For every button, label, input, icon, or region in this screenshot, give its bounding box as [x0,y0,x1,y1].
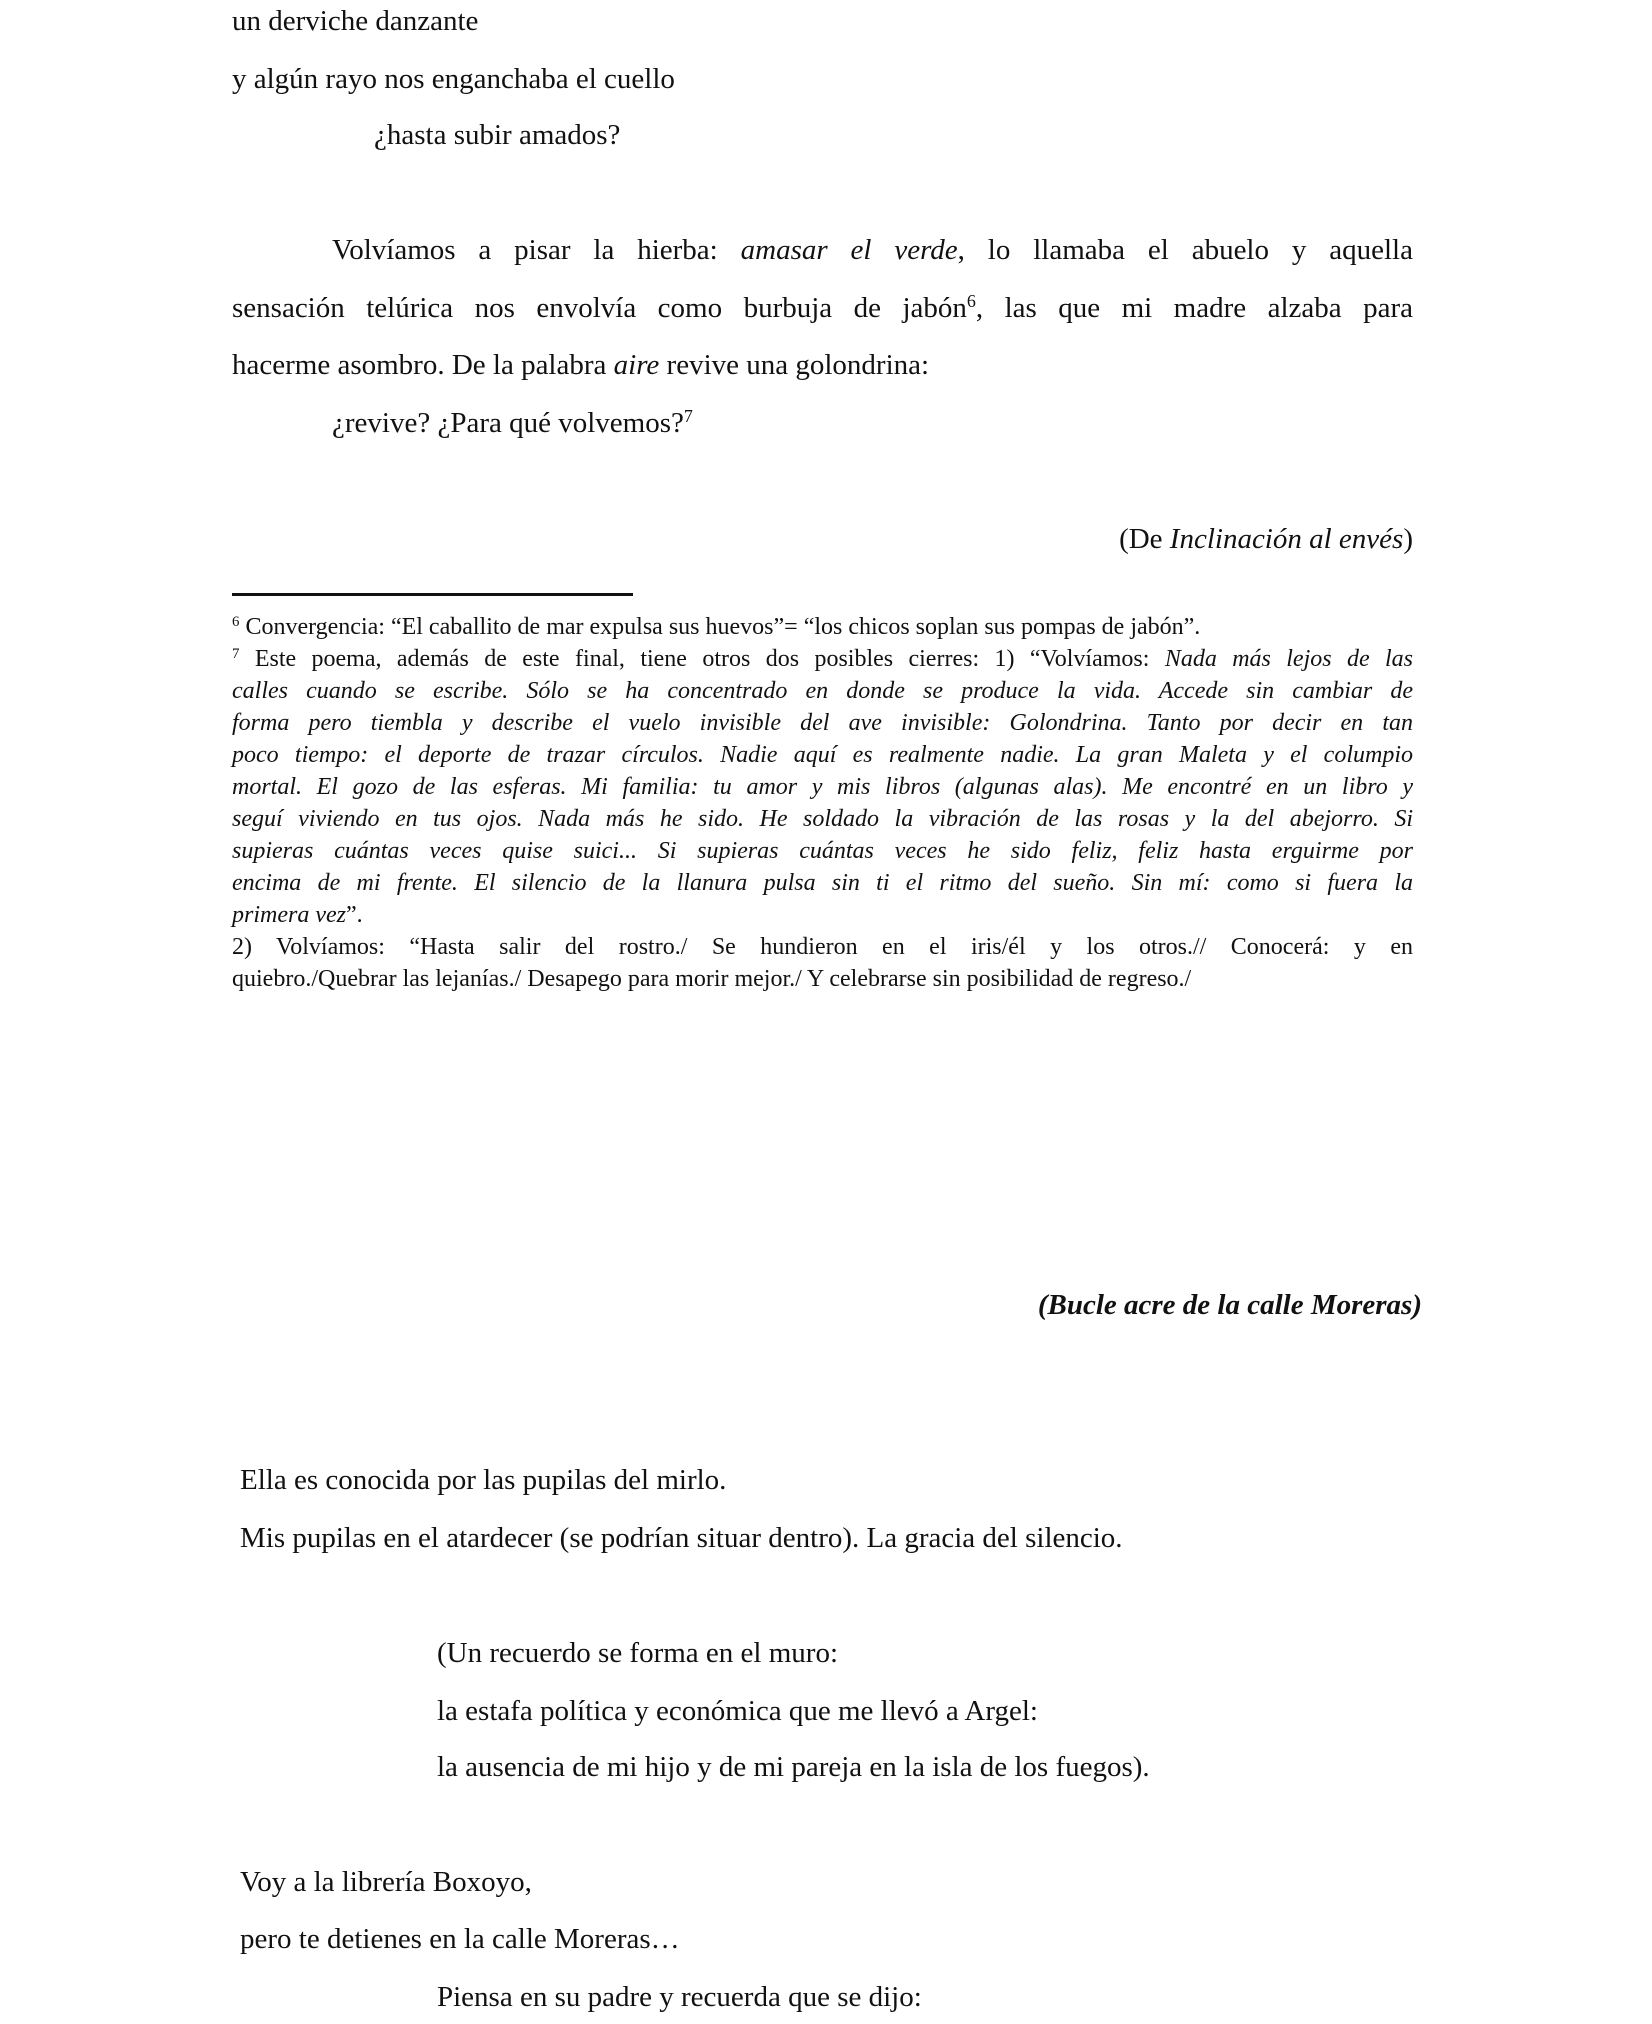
footnote-text: Convergencia: “El caballito de mar expulsa sus huevos”= “los chicos soplan sus pompas de jabón”. [239,614,1201,640]
source-attribution [1119,522,1413,556]
text: , las que mi madre alzaba para [975,292,1413,324]
footnote-italic: encima de mi frente. El silencio de la llanura pulsa sin ti el ritmo del sueño. Sin mí: como si fuera la [232,870,1413,896]
footnote-7-line [232,868,1413,898]
poem-line: Voy a la librería Boxoyo, [240,1866,532,1898]
poem-line-indented: Piensa en su padre y recuerda que se dijo: [437,1981,922,2013]
footnote-7-line [232,644,1413,677]
footnote-marker: 6 [232,613,240,630]
footnote-7-line [232,708,1413,738]
footnote-text: 2) Volvíamos: “Hasta salir del rostro./ Se hundieron en el iris/él y los otros.// Conocerá: y en [232,934,1413,960]
footnote-7-line [232,740,1413,770]
poem-line: un derviche danzante [232,5,479,37]
italic-word: aire [613,349,660,381]
footnote-italic: seguí viviendo en tus ojos. Nada más he sido. He soldado la vibración de las rosas y la del abejorro. Si [232,806,1413,832]
poem-line-indented: (Un recuerdo se forma en el muro: [437,1637,839,1669]
prose-line [332,233,1413,267]
poem-line: Mis pupilas en el atardecer (se podrían situar dentro). La gracia del silencio. [240,1522,1123,1554]
footnote-7-line [232,676,1413,706]
footnote-text: quiebro./Quebrar las lejanías./ Desapego para morir mejor./ Y celebrarse sin posibilidad de regreso./ [232,966,1192,992]
footnote-7-line [232,836,1413,866]
text: Volvíamos a pisar la hierba: [332,234,741,266]
footnote-6 [232,612,1413,645]
poem-line: y algún rayo nos enganchaba el cuello [232,63,675,95]
text: hacerme asombro. De la palabra [232,349,614,381]
text: (De [1119,523,1170,555]
italic-phrase: amasar el verde [740,234,958,266]
poem-line-indented: la ausencia de mi hijo y de mi pareja en la isla de los fuegos). [437,1751,1150,1783]
text: ¿revive? ¿Para qué volvemos? [332,407,684,439]
section-title: (Bucle acre de la calle Moreras) [1037,1289,1422,1321]
footnote-italic: forma pero tiembla y describe el vuelo invisible del ave invisible: Golondrina. Tanto por decir en tan [232,710,1413,736]
text: sensación telúrica nos envolvía como burbuja de jabón [232,292,967,324]
footnote-7-line [232,932,1413,962]
prose-line [232,348,929,382]
footnote-italic: poco tiempo: el deporte de trazar círculos. Nadie aquí es realmente nadie. La gran Maleta y el columpio [232,742,1413,768]
footnote-7-line [232,772,1413,802]
poem-line-indented: la estafa política y económica que me llevó a Argel: [437,1695,1038,1727]
text: revive una golondrina: [659,349,930,381]
text: , lo llamaba el abuelo y aquella [957,234,1413,266]
poem-line-indented: ¿hasta subir amados? [374,119,621,151]
prose-line [332,406,693,443]
poem-line: Ella es conocida por las pupilas del mirlo. [240,1464,727,1496]
footnote-7-line [232,900,1413,930]
footnote-7-line [232,964,1413,994]
footnote-italic: calles cuando se escribe. Sólo se ha concentrado en donde se produce la vida. Accede sin cambiar de [232,678,1413,704]
footnote-separator [232,593,633,596]
footnote-italic: supieras cuántas veces quise suici... Si supieras cuántas veces he sido feliz, feliz hasta erguirme por [232,838,1413,864]
footnote-7-line [232,804,1413,834]
book-title: Inclinación al envés [1169,523,1404,555]
footnote-ref-7[interactable]: 7 [683,406,693,427]
footnote-italic: mortal. El gozo de las esferas. Mi familia: tu amor y mis libros (algunas alas). Me encontré en un libro y [232,774,1413,800]
poem-line: pero te detienes en la calle Moreras… [240,1923,680,1955]
prose-line [232,291,1413,328]
footnote-marker: 7 [232,645,240,662]
footnote-ref-6[interactable]: 6 [966,291,976,312]
footnote-italic: Nada más lejos de las [1164,646,1414,672]
footnote-text: ”. [345,902,363,928]
footnote-italic: primera vez [232,902,346,928]
footnote-text: Este poema, además de este final, tiene otros dos posibles cierres: 1) “Volvíamos: [239,646,1165,672]
text: ) [1403,523,1413,555]
